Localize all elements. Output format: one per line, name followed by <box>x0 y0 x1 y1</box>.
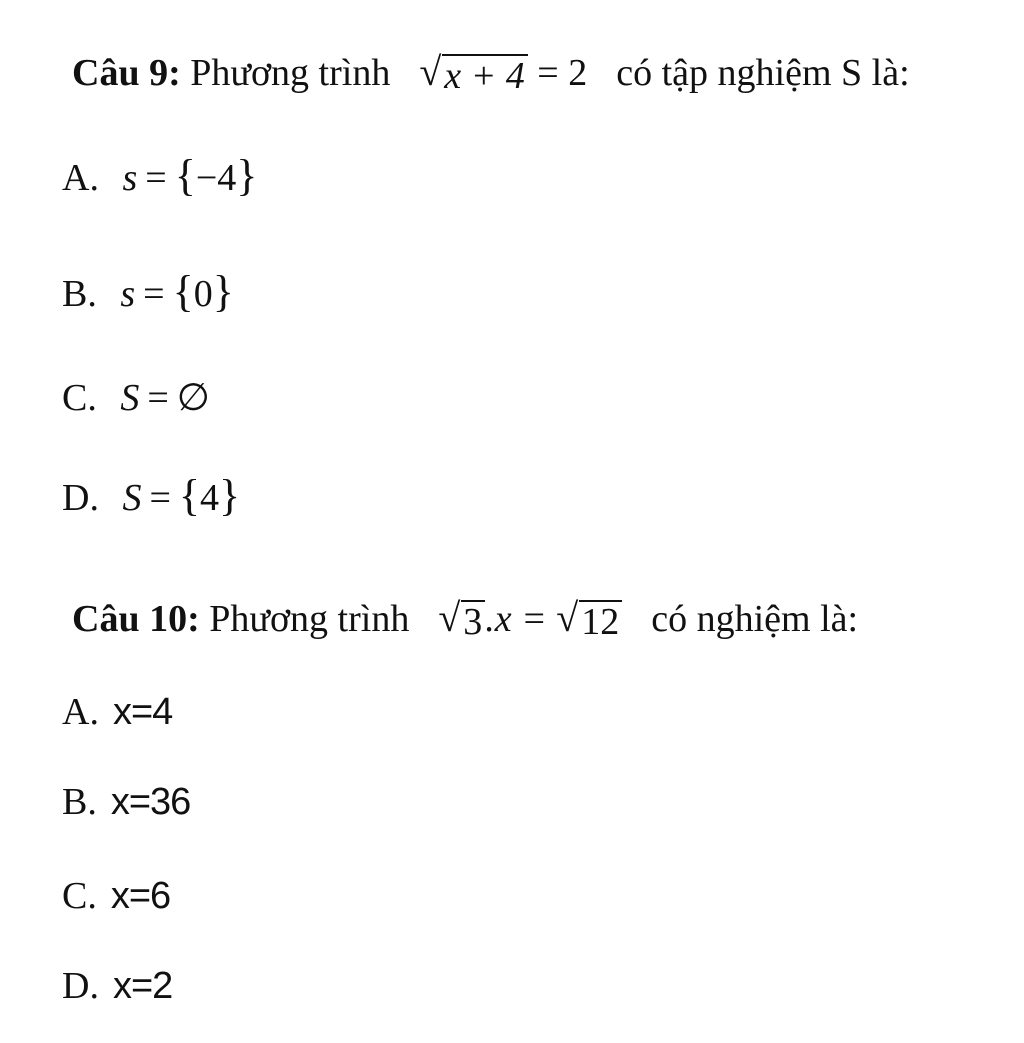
question-10-label: Câu 10: <box>72 598 200 640</box>
question-9-option-b[interactable]: B. s = {0} <box>62 267 234 316</box>
question-10-radicand-right: 12 <box>579 600 622 642</box>
question-9-rhs: = 2 <box>537 52 588 94</box>
empty-set-symbol: ∅ <box>176 377 210 419</box>
sqrt-symbol: √ 12 <box>556 594 622 642</box>
question-9-option-c[interactable] <box>62 374 210 422</box>
question-9 <box>72 48 910 97</box>
question-10-equation <box>438 595 631 643</box>
question-10-text-after: có nghiệm là: <box>651 598 859 640</box>
question-9-equation <box>419 49 596 97</box>
question-10 <box>72 594 858 643</box>
option-var: s <box>120 273 136 315</box>
option-value: x=4 <box>112 691 173 733</box>
question-9-text-after: có tập nghiệm S là: <box>616 52 910 94</box>
sqrt-symbol: √ 3 <box>438 594 485 642</box>
option-eq: = <box>149 477 171 519</box>
option-letter: A. <box>62 691 99 733</box>
option-letter: A. <box>62 157 99 199</box>
option-eq: = <box>145 157 167 199</box>
option-eq: = <box>143 273 165 315</box>
question-9-radicand: x + 4 <box>442 54 528 96</box>
option-eq: = <box>147 377 169 419</box>
option-letter: C. <box>62 377 97 419</box>
question-9-label: Câu 9: <box>72 52 181 94</box>
question-10-radicand-left: 3 <box>461 600 485 642</box>
question-9-text-before: Phương trình <box>190 52 391 94</box>
option-var: S <box>120 377 140 419</box>
sqrt-symbol: √ x + 4 <box>419 48 527 96</box>
question-9-option-a[interactable]: A. s = {−4} <box>62 151 258 200</box>
question-10-text-before: Phương trình <box>209 598 410 640</box>
option-value: x=36 <box>110 781 191 823</box>
option-letter: B. <box>62 781 97 823</box>
option-var: s <box>122 157 138 199</box>
question-10-option-c[interactable] <box>62 872 170 920</box>
option-letter: D. <box>62 965 99 1007</box>
option-set-value: 4 <box>200 477 220 519</box>
question-9-option-d[interactable]: D. S = {4} <box>62 471 241 520</box>
option-letter: B. <box>62 273 97 315</box>
option-value: x=2 <box>112 965 173 1007</box>
question-10-mid: .x = <box>485 598 547 640</box>
question-10-option-d[interactable] <box>62 962 172 1010</box>
option-set-value: 0 <box>193 273 213 315</box>
question-10-option-b[interactable] <box>62 778 190 826</box>
option-letter: D. <box>62 477 99 519</box>
option-set-value: −4 <box>195 157 237 199</box>
option-value: x=6 <box>110 875 171 917</box>
option-letter: C. <box>62 875 97 917</box>
question-10-option-a[interactable] <box>62 688 172 736</box>
option-var: S <box>122 477 142 519</box>
